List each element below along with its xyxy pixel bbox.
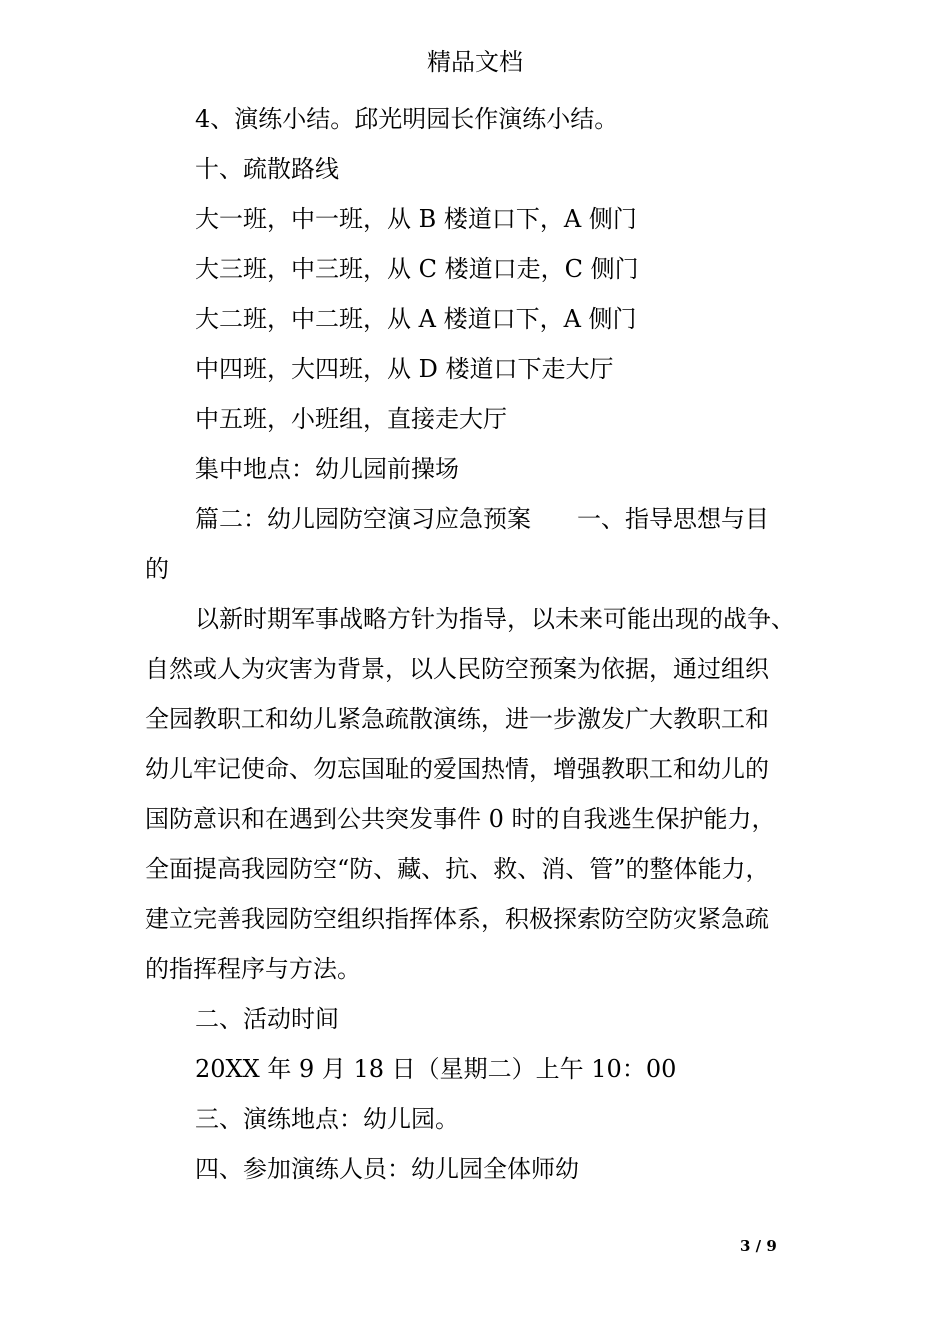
- section-heading: 一、指导思想与目: [577, 505, 769, 533]
- text-line: 20XX 年 9 月 18 日（星期二）上午 10：00: [195, 1055, 677, 1083]
- paragraph-line: 全面提高我园防空“防、藏、抗、救、消、管”的整体能力，: [145, 855, 770, 883]
- paragraph-line: 自然或人为灾害为背景，以人民防空预案为依据，通过组织: [145, 655, 769, 683]
- text-line: 大一班，中一班，从 B 楼道口下，A 侧门: [195, 205, 637, 233]
- section-title-line: [145, 494, 810, 544]
- section-heading: 四、参加演练人员：幼儿园全体师幼: [195, 1155, 579, 1183]
- section-heading: 三、演练地点：幼儿园。: [195, 1105, 459, 1133]
- text-line: 的: [145, 555, 169, 583]
- paragraph-line: 建立完善我园防空组织指挥体系，积极探索防空防灾紧急疏: [145, 905, 769, 933]
- paragraph-line: 国防意识和在遇到公共突发事件 0 时的自我逃生保护能力，: [145, 805, 776, 833]
- page-header: 精品文档: [427, 48, 523, 76]
- document-body: [145, 94, 810, 1194]
- section-heading: 十、疏散路线: [195, 155, 339, 183]
- section-title: 篇二：幼儿园防空演习应急预案: [195, 505, 531, 533]
- paragraph-line: 幼儿牢记使命、勿忘国耻的爱国热情，增强教职工和幼儿的: [145, 755, 769, 783]
- paragraph-line: 以新时期军事战略方针为指导，以未来可能出现的战争、: [195, 605, 795, 633]
- text-line: 大二班，中二班，从 A 楼道口下，A 侧门: [195, 305, 637, 333]
- text-line: 中五班，小班组，直接走大厅: [195, 405, 507, 433]
- paragraph-line: 全园教职工和幼儿紧急疏散演练，进一步激发广大教职工和: [145, 705, 769, 733]
- text-line: 4、演练小结。邱光明园长作演练小结。: [195, 105, 619, 133]
- paragraph-line: 的指挥程序与方法。: [145, 955, 361, 983]
- text-line: 大三班，中三班，从 C 楼道口走，C 侧门: [195, 255, 639, 283]
- page-number: 3 / 9: [740, 1237, 777, 1255]
- text-line: 中四班，大四班，从 D 楼道口下走大厅: [195, 355, 614, 383]
- text-line: 集中地点：幼儿园前操场: [195, 455, 459, 483]
- section-heading: 二、活动时间: [195, 1005, 339, 1033]
